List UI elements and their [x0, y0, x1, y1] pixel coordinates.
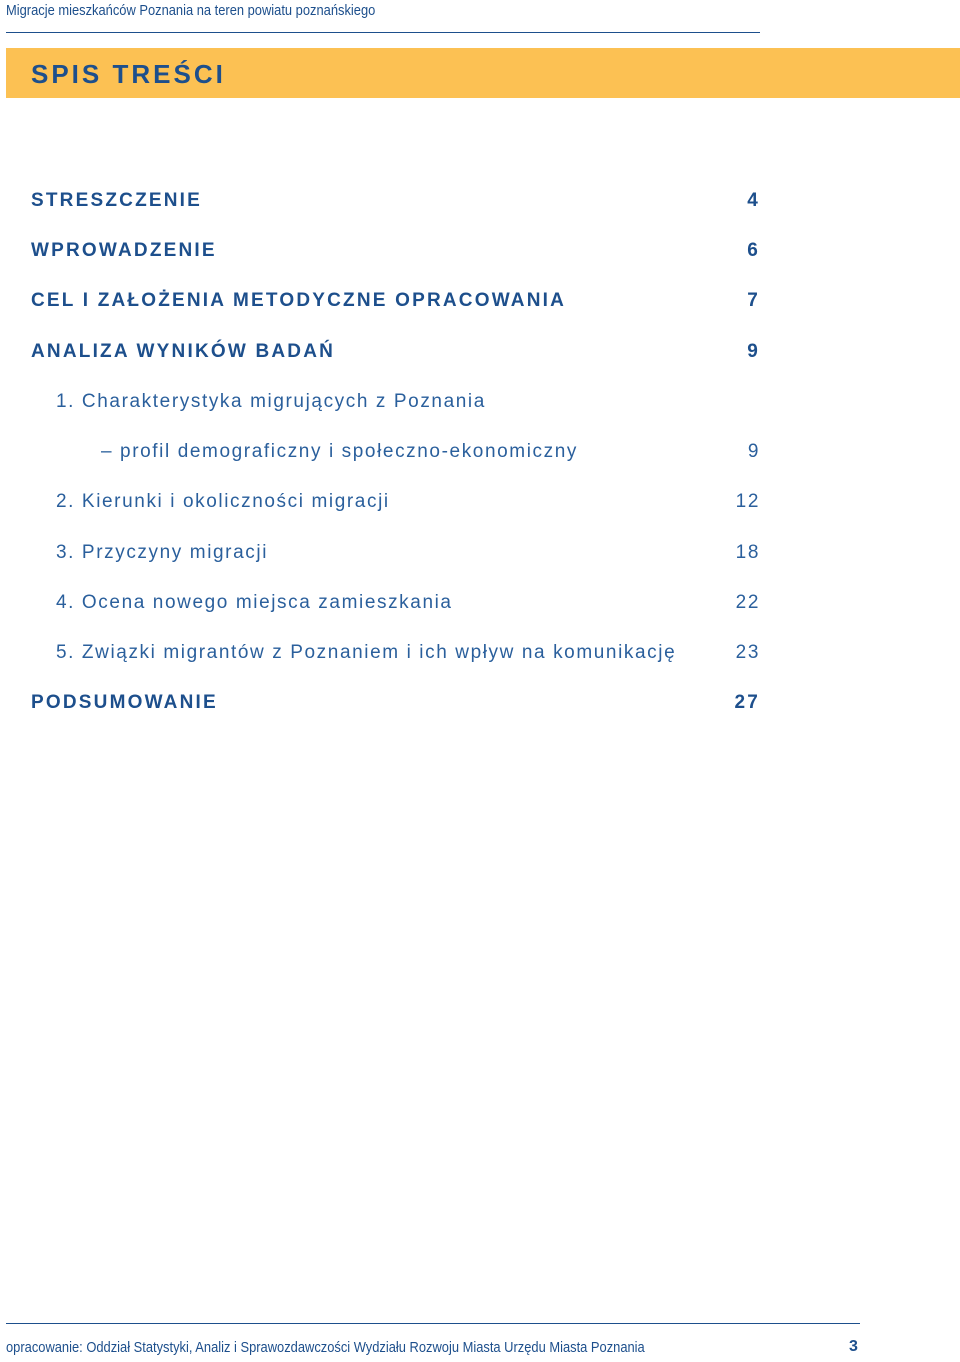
page-number: 3	[849, 1338, 858, 1355]
toc-entry-label: – profil demograficzny i społeczno-ekonomiczny	[101, 441, 579, 462]
toc-entry-label: 1. Charakterystyka migrujących z Poznania	[56, 391, 486, 412]
running-header: Migracje mieszkańców Poznania na teren powiatu poznańskiego	[6, 2, 376, 19]
toc-entry-page: 12	[735, 491, 760, 512]
toc-entry-label: 3. Przyczyny migracji	[56, 542, 269, 563]
toc-entry-label: STRESZCZENIE	[31, 190, 203, 211]
toc-entry-page: 7	[747, 290, 760, 311]
toc-entry-podsumowanie[interactable]	[31, 688, 760, 718]
footer-credit: opracowanie: Oddział Statystyki, Analiz i Sprawozdawczości Wydziału Rozwoju Miasta Urzędu Miasta Poznania	[6, 1339, 645, 1356]
toc-entry-zwiazki[interactable]	[31, 638, 760, 668]
toc-entry-wprowadzenie[interactable]	[31, 236, 760, 266]
toc-entry-profil-demograficzny[interactable]	[31, 437, 760, 467]
toc-entry-page: 23	[735, 642, 760, 663]
toc-entry-label: WPROWADZENIE	[31, 240, 217, 261]
footer-divider	[6, 1323, 860, 1324]
toc-entry-ocena[interactable]	[31, 588, 760, 618]
toc-entry-label: CEL I ZAŁOŻENIA METODYCZNE OPRACOWANIA	[31, 290, 567, 311]
toc-entry-label: 4. Ocena nowego miejsca zamieszkania	[56, 592, 453, 613]
page-title: SPIS TREŚCI	[31, 59, 226, 89]
header-divider	[6, 32, 760, 33]
toc-entry-charakterystyka[interactable]	[31, 387, 760, 417]
toc-entry-cel-i-zalozenia[interactable]	[31, 286, 760, 316]
toc-entry-label: PODSUMOWANIE	[31, 692, 218, 713]
toc-entry-page: 22	[735, 592, 760, 613]
toc-entry-kierunki[interactable]	[31, 487, 760, 517]
title-band	[6, 48, 960, 98]
toc-entry-page: 18	[735, 542, 760, 563]
toc-entry-label: 2. Kierunki i okoliczności migracji	[56, 491, 390, 512]
toc-entry-page: 27	[734, 692, 760, 713]
toc-entry-page: 4	[747, 190, 760, 211]
toc-entry-przyczyny[interactable]	[31, 538, 760, 568]
toc-entry-label: 5. Związki migrantów z Poznaniem i ich wpływ na komunikację	[56, 642, 677, 663]
toc-entry-analiza-wynikow[interactable]	[31, 337, 760, 367]
toc-entry-page: 6	[747, 240, 760, 261]
toc-entry-label: ANALIZA WYNIKÓW BADAŃ	[31, 341, 336, 362]
toc-entry-page: 9	[747, 441, 760, 462]
toc-entry-streszczenie[interactable]	[31, 186, 760, 216]
toc-entry-page: 9	[747, 341, 760, 362]
